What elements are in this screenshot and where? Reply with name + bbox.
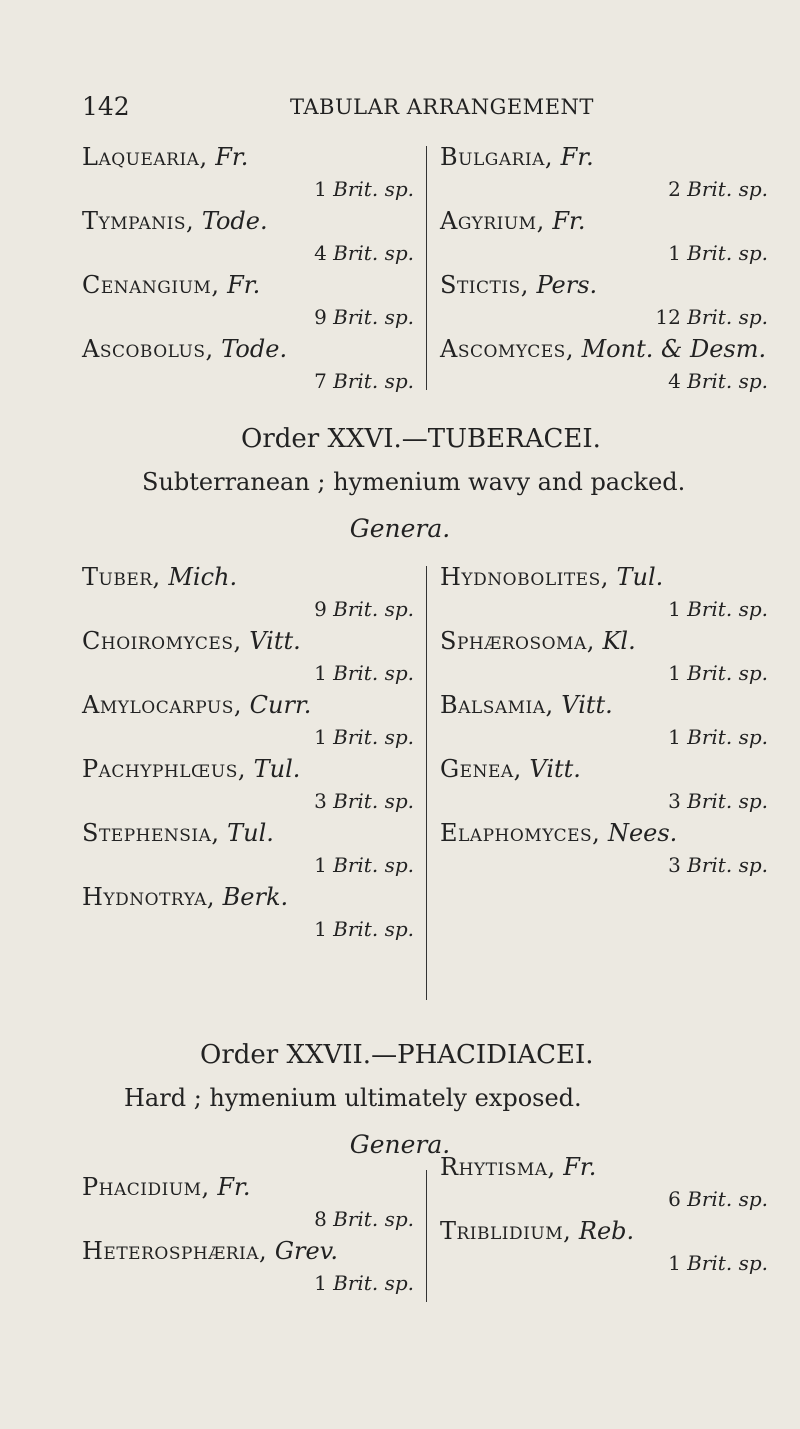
genus-author: Vitt. xyxy=(249,627,301,655)
species-count: 2 xyxy=(668,177,681,201)
genus-author: Fr. xyxy=(552,207,586,235)
page-header xyxy=(82,92,722,128)
species-count: 1 xyxy=(314,725,327,749)
genus-name: Ascomyces, xyxy=(440,335,574,363)
genus-entry xyxy=(82,1234,422,1298)
top-left-column xyxy=(82,140,422,396)
genus-author: Mich. xyxy=(168,563,238,591)
genus-name: Choiromyces, xyxy=(82,627,242,655)
species-count: 4 xyxy=(668,369,681,393)
genus-name: Triblidium, xyxy=(440,1217,572,1245)
genus-name: Agyrium, xyxy=(440,207,545,235)
genus-name: Laquearia, xyxy=(82,143,208,171)
genus-name: Hydnobolites, xyxy=(440,563,609,591)
genus-name: Tuber, xyxy=(82,563,161,591)
genus-entry xyxy=(82,816,422,880)
genus-entry xyxy=(82,204,422,268)
genus-author: Vitt. xyxy=(529,755,581,783)
genus-entry xyxy=(426,752,776,816)
species-count: 1 xyxy=(314,177,327,201)
order-26-description: Subterranean ; hymenium wavy and packed. xyxy=(142,468,686,496)
genus-entry xyxy=(82,1170,422,1234)
genus-author: Berk. xyxy=(222,883,289,911)
genus-name: Heterosphæria, xyxy=(82,1237,268,1265)
species-count: 1 xyxy=(314,661,327,685)
species-count: 8 xyxy=(314,1207,327,1231)
genus-entry xyxy=(82,752,422,816)
species-unit: Brit. sp. xyxy=(333,661,414,685)
genus-name: Genea, xyxy=(440,755,522,783)
species-count: 9 xyxy=(314,305,327,329)
species-unit: Brit. sp. xyxy=(687,661,768,685)
genus-author: Tode. xyxy=(201,207,268,235)
species-unit: Brit. sp. xyxy=(687,305,768,329)
genus-author: Pers. xyxy=(536,271,598,299)
genus-author: Vitt. xyxy=(561,691,613,719)
genus-entry xyxy=(82,880,422,944)
species-unit: Brit. sp. xyxy=(687,789,768,813)
genus-name: Stictis, xyxy=(440,271,529,299)
genus-name: Sphærosoma, xyxy=(440,627,595,655)
genus-entry xyxy=(426,624,776,688)
genus-author: Curr. xyxy=(249,691,312,719)
genus-entry xyxy=(426,332,776,396)
genus-author: Fr. xyxy=(563,1153,597,1181)
genus-entry xyxy=(426,268,776,332)
order-27-genera-label: Genera. xyxy=(349,1130,451,1159)
genus-name: Rhytisma, xyxy=(440,1153,556,1181)
genus-entry xyxy=(82,560,422,624)
genus-entry xyxy=(426,816,776,880)
order-27-genera-table xyxy=(82,1153,782,1310)
order-27-left-column xyxy=(82,1170,422,1298)
species-count: 1 xyxy=(668,241,681,265)
genus-entry xyxy=(82,140,422,204)
running-title: TABULAR ARRANGEMENT xyxy=(290,95,594,119)
species-unit: Brit. sp. xyxy=(687,369,768,393)
species-unit: Brit. sp. xyxy=(687,1251,768,1275)
genus-name: Bulgaria, xyxy=(440,143,554,171)
order-26-right-column xyxy=(426,560,776,880)
genus-author: Fr. xyxy=(217,1173,251,1201)
genus-entry xyxy=(82,624,422,688)
species-unit: Brit. sp. xyxy=(687,241,768,265)
genus-entry xyxy=(426,140,776,204)
species-unit: Brit. sp. xyxy=(687,853,768,877)
genus-author: Fr. xyxy=(227,271,261,299)
order-27-right-column xyxy=(426,1150,776,1278)
genus-entry xyxy=(426,204,776,268)
species-unit: Brit. sp. xyxy=(333,1271,414,1295)
species-count: 1 xyxy=(668,597,681,621)
genus-entry xyxy=(426,688,776,752)
species-count: 1 xyxy=(314,1271,327,1295)
species-unit: Brit. sp. xyxy=(333,789,414,813)
species-unit: Brit. sp. xyxy=(333,917,414,941)
species-count: 1 xyxy=(314,917,327,941)
top-genera-table xyxy=(82,140,782,400)
order-26-genera-table xyxy=(82,560,782,1010)
species-unit: Brit. sp. xyxy=(333,853,414,877)
species-unit: Brit. sp. xyxy=(687,177,768,201)
species-count: 4 xyxy=(314,241,327,265)
species-unit: Brit. sp. xyxy=(333,369,414,393)
species-unit: Brit. sp. xyxy=(333,241,414,265)
genus-name: Cenangium, xyxy=(82,271,220,299)
genus-author: Fr. xyxy=(560,143,594,171)
species-count: 7 xyxy=(314,369,327,393)
genus-name: Stephensia, xyxy=(82,819,220,847)
genus-name: Pachyphlœus, xyxy=(82,755,246,783)
species-unit: Brit. sp. xyxy=(333,725,414,749)
order-27-description: Hard ; hymenium ultimately exposed. xyxy=(124,1084,582,1112)
species-count: 9 xyxy=(314,597,327,621)
order-27-title: Order XXVII.—PHACIDIACEI. xyxy=(200,1040,594,1070)
genus-entry xyxy=(82,688,422,752)
species-count: 6 xyxy=(668,1187,681,1211)
order-26-title: Order XXVI.—TUBERACEI. xyxy=(241,424,601,454)
genus-entry xyxy=(426,1214,776,1278)
genus-author: Mont. & Desm. xyxy=(581,335,767,363)
genus-entry xyxy=(82,332,422,396)
species-unit: Brit. sp. xyxy=(333,177,414,201)
genus-author: Tul. xyxy=(253,755,301,783)
genus-name: Phacidium, xyxy=(82,1173,210,1201)
genus-name: Tympanis, xyxy=(82,207,195,235)
species-count: 1 xyxy=(668,661,681,685)
genus-author: Tul. xyxy=(616,563,664,591)
genus-author: Tul. xyxy=(227,819,274,847)
genus-entry xyxy=(426,1150,776,1214)
top-right-column xyxy=(426,140,776,396)
genus-author: Fr. xyxy=(215,143,249,171)
order-26-left-column xyxy=(82,560,422,944)
species-count: 3 xyxy=(314,789,327,813)
genus-name: Amylocarpus, xyxy=(82,691,243,719)
genus-name: Elaphomyces, xyxy=(440,819,601,847)
species-count: 3 xyxy=(668,789,681,813)
species-count: 1 xyxy=(668,725,681,749)
species-count: 1 xyxy=(668,1251,681,1275)
species-unit: Brit. sp. xyxy=(687,597,768,621)
genus-author: Kl. xyxy=(602,627,636,655)
page-number: 142 xyxy=(82,92,130,121)
genus-author: Tode. xyxy=(221,335,288,363)
genus-entry xyxy=(426,560,776,624)
species-unit: Brit. sp. xyxy=(333,305,414,329)
species-count: 12 xyxy=(655,305,681,329)
species-unit: Brit. sp. xyxy=(687,725,768,749)
genus-author: Grev. xyxy=(274,1237,338,1265)
genus-name: Ascobolus, xyxy=(82,335,214,363)
genus-author: Reb. xyxy=(578,1217,635,1245)
genus-entry xyxy=(82,268,422,332)
species-count: 3 xyxy=(668,853,681,877)
species-unit: Brit. sp. xyxy=(687,1187,768,1211)
genus-author: Nees. xyxy=(607,819,678,847)
genus-name: Hydnotrya, xyxy=(82,883,216,911)
order-26-genera-label: Genera. xyxy=(349,514,451,543)
species-unit: Brit. sp. xyxy=(333,597,414,621)
species-unit: Brit. sp. xyxy=(333,1207,414,1231)
genus-name: Balsamia, xyxy=(440,691,554,719)
species-count: 1 xyxy=(314,853,327,877)
